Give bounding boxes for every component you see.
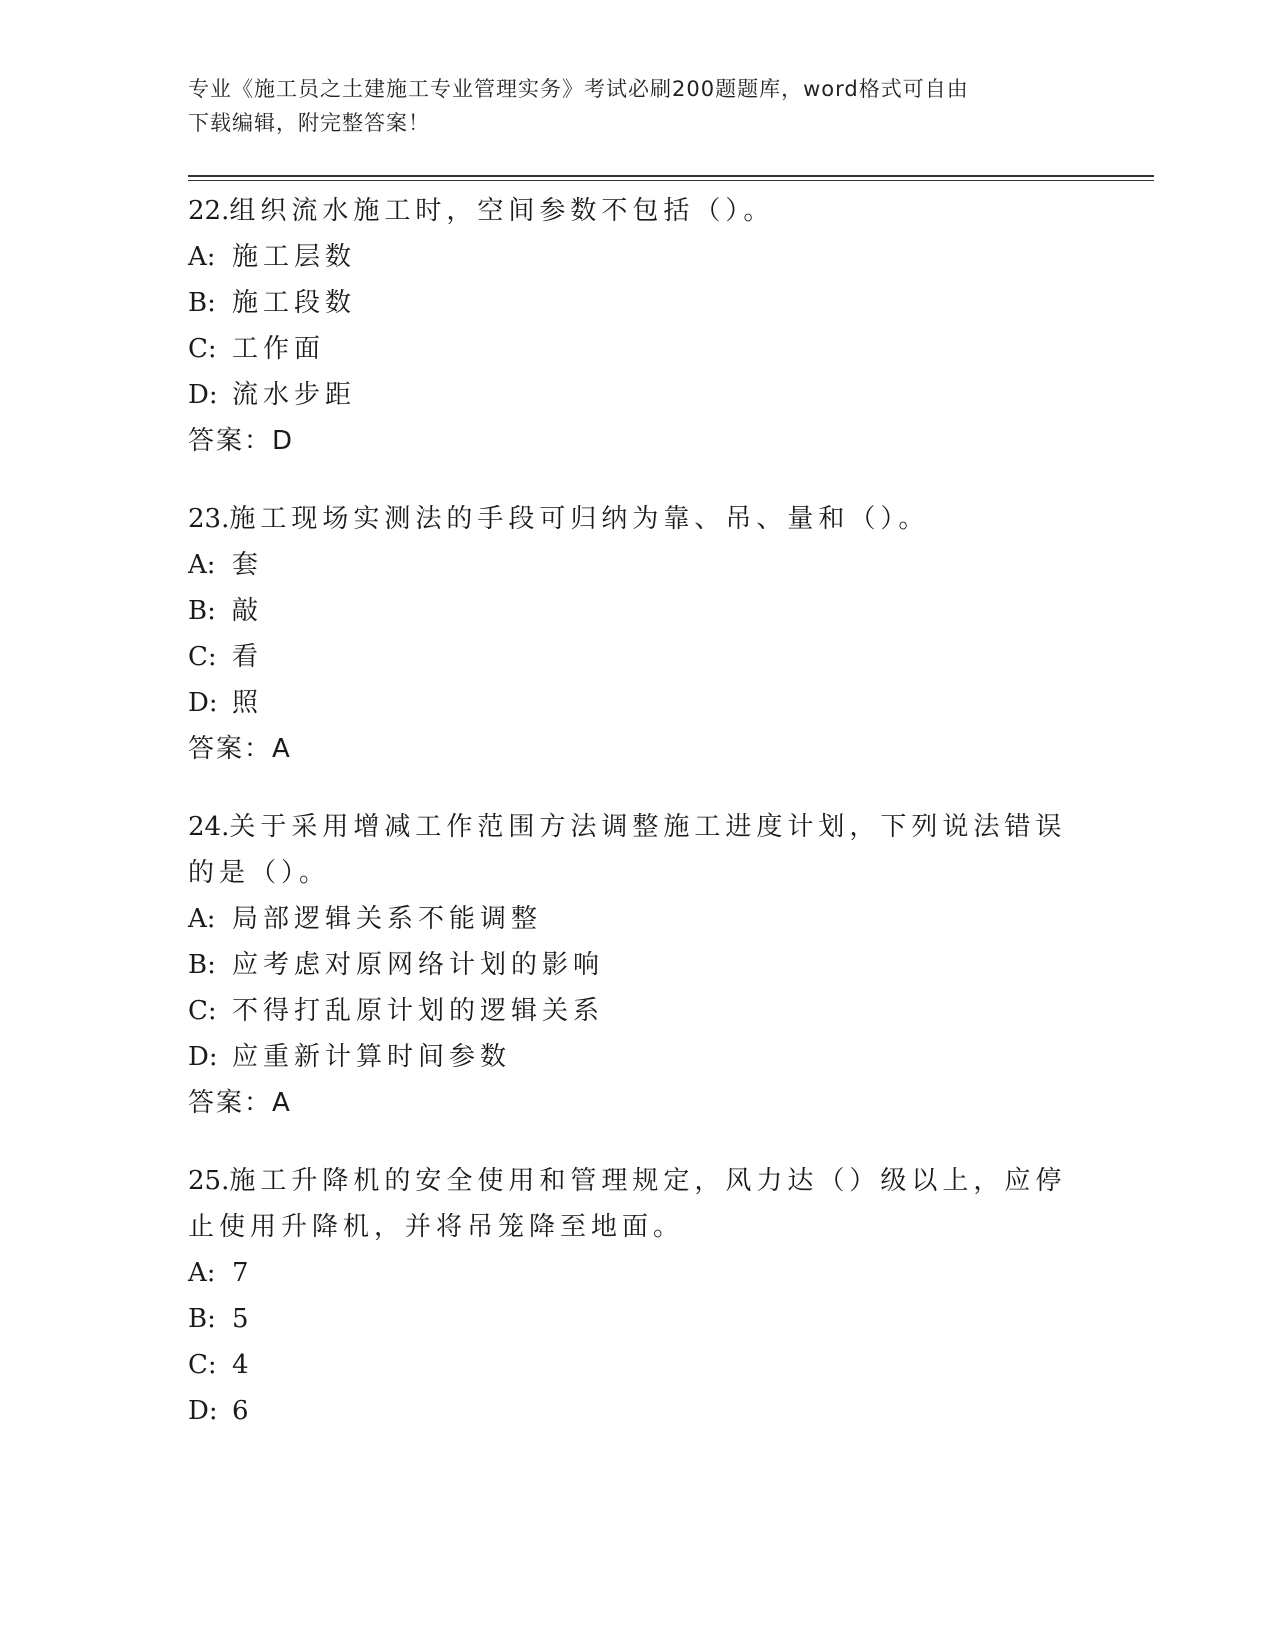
option-text: 4 [232, 1350, 254, 1380]
question-text: 施工升降机的安全使用和管理规定，风力达（）级以上，应停止使用升降机，并将吊笼降至地面。 [188, 1166, 1067, 1242]
option-a [188, 1250, 1088, 1296]
option-letter: D: [188, 1042, 218, 1072]
option-letter: B: [188, 596, 216, 626]
option-text: 施工段数 [232, 288, 357, 318]
header-divider-thick [188, 175, 1154, 177]
question-text: 组织流水施工时，空间参数不包括（）。 [229, 196, 775, 226]
answer-line [188, 418, 1088, 464]
option-letter: B: [188, 1304, 216, 1334]
question-text: 施工现场实测法的手段可归纳为靠、吊、量和（）。 [229, 504, 930, 534]
option-letter: C: [188, 334, 217, 364]
question-22 [188, 188, 1088, 464]
question-stem [188, 188, 1088, 234]
header-divider-thin [188, 180, 1154, 181]
option-letter: D: [188, 380, 218, 410]
question-stem [188, 496, 1088, 542]
option-text: 不得打乱原计划的逻辑关系 [232, 996, 605, 1026]
option-text: 5 [232, 1304, 254, 1334]
option-b [188, 588, 1088, 634]
question-25 [188, 1158, 1088, 1434]
answer-line [188, 726, 1088, 772]
option-text: 局部逻辑关系不能调整 [232, 904, 543, 934]
question-stem [188, 804, 1088, 896]
answer-label: 答案： [188, 734, 273, 764]
question-stem [188, 1158, 1088, 1250]
option-letter: A: [188, 550, 216, 580]
option-text: 7 [232, 1258, 254, 1288]
option-letter: C: [188, 642, 217, 672]
option-text: 敲 [232, 596, 264, 626]
option-text: 应考虑对原网络计划的影响 [232, 950, 605, 980]
option-c [188, 1342, 1088, 1388]
option-d [188, 1388, 1088, 1434]
header-line-2: 下载编辑，附完整答案！ [188, 111, 430, 135]
option-c [188, 326, 1088, 372]
option-letter: A: [188, 904, 216, 934]
option-letter: A: [188, 242, 216, 272]
header-line-1: 专业《施工员之土建施工专业管理实务》考试必刷200题题库，word格式可自由 [188, 77, 969, 101]
option-a [188, 234, 1088, 280]
question-23 [188, 496, 1088, 772]
question-number: 23. [188, 504, 230, 534]
question-text: 关于采用增减工作范围方法调整施工进度计划，下列说法错误的是（）。 [188, 812, 1067, 888]
answer-value: A [272, 1088, 292, 1118]
option-letter: D: [188, 1396, 218, 1426]
option-text: 流水步距 [232, 380, 357, 410]
option-text: 看 [232, 642, 264, 672]
answer-value: A [272, 734, 292, 764]
option-c [188, 988, 1088, 1034]
option-d [188, 680, 1088, 726]
question-24 [188, 804, 1088, 1126]
option-letter: C: [188, 1350, 217, 1380]
option-letter: D: [188, 688, 218, 718]
option-a [188, 542, 1088, 588]
option-d [188, 1034, 1088, 1080]
option-d [188, 372, 1088, 418]
option-text: 照 [232, 688, 264, 718]
option-letter: B: [188, 288, 216, 318]
option-text: 6 [232, 1396, 254, 1426]
option-letter: C: [188, 996, 217, 1026]
question-number: 24. [188, 812, 230, 842]
question-list [188, 188, 1088, 1466]
option-b [188, 1296, 1088, 1342]
option-text: 工作面 [232, 334, 326, 364]
question-number: 25. [188, 1166, 230, 1196]
option-letter: B: [188, 950, 216, 980]
option-c [188, 634, 1088, 680]
question-number: 22. [188, 196, 230, 226]
option-b [188, 942, 1088, 988]
option-b [188, 280, 1088, 326]
option-text: 施工层数 [232, 242, 357, 272]
answer-label: 答案： [188, 1088, 273, 1118]
document-header [188, 72, 1088, 140]
option-letter: A: [188, 1258, 216, 1288]
option-text: 应重新计算时间参数 [232, 1042, 512, 1072]
answer-value: D [272, 426, 295, 456]
answer-line [188, 1080, 1088, 1126]
option-text: 套 [232, 550, 264, 580]
answer-label: 答案： [188, 426, 273, 456]
option-a [188, 896, 1088, 942]
